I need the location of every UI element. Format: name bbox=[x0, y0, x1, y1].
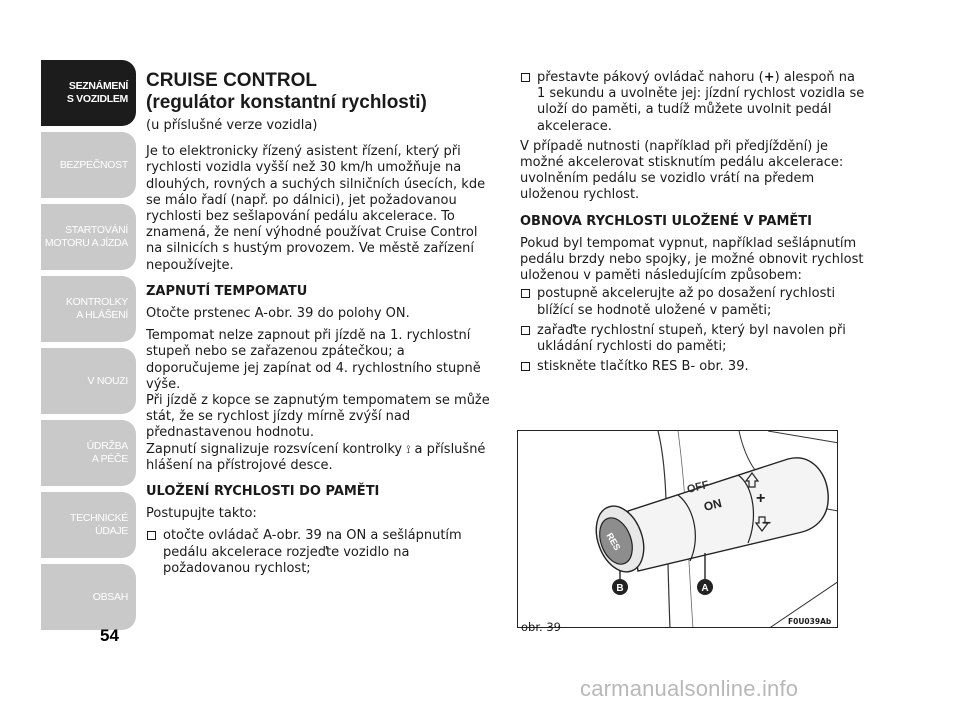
page-number: 54 bbox=[100, 626, 119, 645]
heading-ulozeni: ULOŽENÍ RYCHLOSTI DO PAMĚTI bbox=[146, 484, 380, 500]
figure-caption: obr. 39 bbox=[521, 620, 561, 634]
right-column bbox=[520, 70, 865, 379]
tab-obsah[interactable]: OBSAH bbox=[41, 564, 136, 630]
tab-kontrolky[interactable]: KONTROLKY A HLÁŠENÍ bbox=[41, 276, 136, 342]
on-label: ON bbox=[702, 495, 724, 514]
svg-text:B: B bbox=[616, 583, 624, 594]
section-subtitle: (regulátor konstantní rychlosti) bbox=[146, 92, 427, 113]
res-button-label: RES bbox=[604, 531, 623, 553]
paragraph: Otočte prstenec A-obr. 39 do polohy ON. bbox=[146, 306, 410, 322]
paragraph: Zapnutí signalizuje rozsvícení kontrolky ⟟ a příslušné hlášení na přístrojové desce. bbox=[146, 441, 486, 473]
lever-illustration bbox=[518, 431, 838, 628]
tab-bezpecnost[interactable]: BEZPEČNOST bbox=[41, 132, 136, 198]
paragraph: V případě nutnosti (například při předjíždění) je možné akcelerovat stisknutím pedálu akcelerace: uvolněním pedálu se vozidlo vrátí na předem uloženou rychlost. bbox=[520, 138, 844, 203]
figure-cruise-lever bbox=[517, 430, 838, 628]
plus-icon: + bbox=[756, 490, 766, 507]
cruise-indicator-icon: ⟟ bbox=[406, 442, 411, 456]
off-label: OFF bbox=[685, 478, 711, 496]
heading-zapnuti: ZAPNUTÍ TEMPOMATU bbox=[146, 283, 308, 299]
list-item: stiskněte tlačítko RES B- obr. 39. bbox=[520, 359, 865, 375]
list-item: přestavte pákový ovládač nahoru (+) alespoň na 1 sekundu a uvolněte jej: jízdní rychlost vozidla se uloží do paměti, a tudíž můžete uvolnit pedál akcelerace. bbox=[520, 70, 865, 135]
watermark: carmanualsonline.info bbox=[580, 676, 799, 701]
list-item: postupně akcelerujte až po dosažení rychlosti blížící se hodnotě uložené v paměti; bbox=[520, 286, 865, 318]
left-column bbox=[146, 70, 496, 581]
paragraph: Při jízdě z kopce se zapnutým tempomatem se může stát, že se rychlost jízdy mírně zvýší nad přednastavenou hodnotu. bbox=[146, 393, 490, 441]
list-item: otočte ovládač A-obr. 39 na ON a sešlápnutím pedálu akcelerace rozjeďte vozidlo na požadovanou rychlost; bbox=[146, 528, 496, 577]
svg-text:A: A bbox=[701, 583, 709, 594]
section-title: CRUISE CONTROL bbox=[146, 70, 317, 91]
figure-code: F0U039Ab bbox=[788, 617, 832, 626]
intro-paragraph: Je to elektronicky řízený asistent řízení, který při rychlosti vozidla vyšší než 30 km/h umožňuje na dlouhých, rovných a suchých silničních úsecích, kde se málo řadí (např. po dálnici), jet požadovanou rychlosti bez sešlapování pedálu akcelerace. To znamená, že není výhodné používat Cruise Control na silnicích s hustým provozem. Ve městě zařízení nepoužívejte. bbox=[146, 144, 486, 273]
version-note: (u příslušné verze vozidla) bbox=[146, 118, 318, 133]
list-item: zařaďte rychlostní stupeň, který byl navolen při ukládání rychlosti do paměti; bbox=[520, 323, 865, 355]
tab-v-nouzi[interactable]: V NOUZI bbox=[41, 348, 136, 414]
tab-technicke[interactable]: TECHNICKÉ ÚDAJE bbox=[41, 492, 136, 558]
tab-seznameni[interactable]: SEZNÁMENÍ S VOZIDLEM bbox=[41, 60, 136, 126]
tab-udrzba[interactable]: ÚDRŽBA A PÉČE bbox=[41, 420, 136, 486]
paragraph: Pokud byl tempomat vypnut, například sešlápnutím pedálu brzdy nebo spojky, je možné obnovit rychlost uloženou v paměti následujícím způsobem: bbox=[520, 235, 864, 284]
tab-startovani[interactable]: STARTOVÁNÍ MOTORU A JÍZDA bbox=[41, 204, 136, 270]
paragraph: Postupujte takto: bbox=[146, 506, 257, 522]
minus-icon: – bbox=[762, 514, 771, 531]
paragraph: Tempomat nelze zapnout při jízdě na 1. rychlostní stupeň nebo se zařazenou zpátečkou; a doporučujeme jej zapínat od 4. rychlostního stupně výše. bbox=[146, 328, 481, 392]
heading-obnova: OBNOVA RYCHLOSTI ULOŽENÉ V PAMĚTI bbox=[520, 213, 812, 229]
